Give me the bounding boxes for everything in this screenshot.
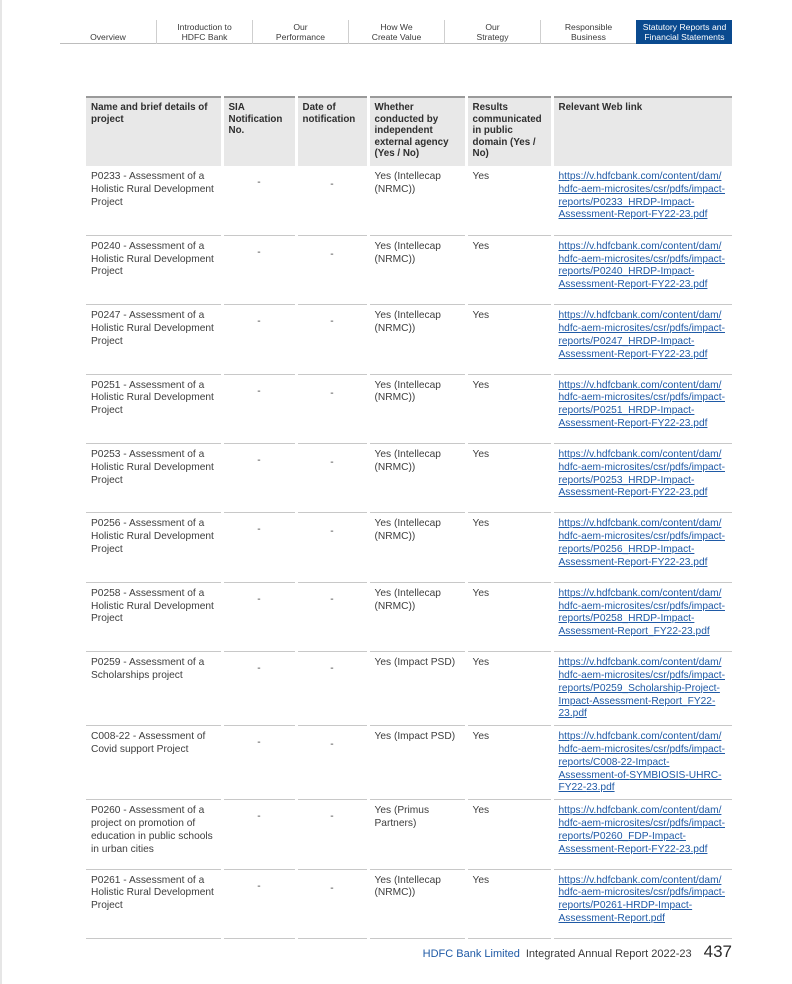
cell-project-name: C008-22 - Assessment of Covid support Project (86, 726, 222, 800)
cell-web-link[interactable] (552, 726, 732, 800)
cell-project-name: P0261 - Assessment of a Holistic Rural Development Project (86, 869, 222, 938)
cell-results: Yes (466, 800, 552, 869)
cell-results: Yes (466, 374, 552, 443)
cell-agency: Yes (Intellecap (NRMC)) (368, 582, 466, 651)
cell-results: Yes (466, 305, 552, 374)
cell-agency: Yes (Intellecap (NRMC)) (368, 444, 466, 513)
cell-results: Yes (466, 582, 552, 651)
cell-project-name: P0240 - Assessment of a Holistic Rural Development Project (86, 235, 222, 304)
table-row (86, 305, 732, 374)
web-link[interactable]: https://v.hdfcbank.com/content/dam/hdfc-aem-microsites/csr/pdfs/impact-reports/P0261-HRDP-Impact-Assessment-Report.pdf (558, 874, 725, 924)
nav-tab-strategy[interactable]: Our Strategy (444, 20, 540, 44)
footer-bank-name: HDFC Bank Limited (422, 948, 520, 960)
table-row (86, 582, 732, 651)
cell-web-link[interactable] (552, 869, 732, 938)
header-external-agency: Whether conducted by independent external agency (Yes / No) (368, 97, 466, 166)
cell-date: - (296, 374, 368, 443)
web-link[interactable]: https://v.hdfcbank.com/content/dam/hdfc-aem-microsites/csr/pdfs/impact-reports/P0247_HRDP-Impact-Assessment-Report-FY22-23.pdf (558, 310, 725, 360)
cell-project-name: P0247 - Assessment of a Holistic Rural Development Project (86, 305, 222, 374)
cell-web-link[interactable] (552, 166, 732, 235)
cell-project-name: P0256 - Assessment of a Holistic Rural Development Project (86, 513, 222, 582)
cell-sia: - (222, 869, 296, 938)
web-link[interactable]: https://v.hdfcbank.com/content/dam/hdfc-aem-microsites/csr/pdfs/impact-reports/P0260_FDP-Impact-Assessment-Report-FY22-23.pdf (558, 805, 725, 855)
cell-agency: Yes (Impact PSD) (368, 652, 466, 726)
page-footer (423, 942, 732, 962)
cell-date: - (296, 235, 368, 304)
table-row (86, 726, 732, 800)
section-navigation (60, 20, 732, 44)
web-link[interactable]: https://v.hdfcbank.com/content/dam/hdfc-aem-microsites/csr/pdfs/impact-reports/C008-22-Impact-Assessment-of-SYMBIOSIS-UHRC-FY22-23.pdf (558, 731, 725, 794)
table-row (86, 374, 732, 443)
web-link[interactable]: https://v.hdfcbank.com/content/dam/hdfc-aem-microsites/csr/pdfs/impact-reports/P0256_HRDP-Impact-Assessment-Report-FY22-23.pdf (558, 518, 725, 568)
web-link[interactable]: https://v.hdfcbank.com/content/dam/hdfc-aem-microsites/csr/pdfs/impact-reports/P0253_HRDP-Impact-Assessment-Report-FY22-23.pdf (558, 449, 725, 499)
table-row (86, 513, 732, 582)
cell-date: - (296, 305, 368, 374)
nav-tab-overview[interactable]: Overview (90, 32, 126, 42)
cell-results: Yes (466, 444, 552, 513)
header-date-notification: Date of notification (296, 97, 368, 166)
cell-date: - (296, 444, 368, 513)
cell-results: Yes (466, 235, 552, 304)
cell-date: - (296, 800, 368, 869)
cell-sia: - (222, 305, 296, 374)
web-link[interactable]: https://v.hdfcbank.com/content/dam/hdfc-aem-microsites/csr/pdfs/impact-reports/P0240_HRDP-Impact-Assessment-Report-FY22-23.pdf (558, 240, 725, 291)
cell-sia: - (222, 166, 296, 235)
cell-project-name: P0251 - Assessment of a Holistic Rural Development Project (86, 374, 222, 443)
cell-sia: - (222, 582, 296, 651)
cell-project-name: P0258 - Assessment of a Holistic Rural Development Project (86, 582, 222, 651)
cell-date: - (296, 726, 368, 800)
cell-agency: Yes (Impact PSD) (368, 726, 466, 800)
cell-agency: Yes (Intellecap (NRMC)) (368, 305, 466, 374)
cell-sia: - (222, 652, 296, 726)
header-web-link: Relevant Web link (552, 97, 732, 166)
cell-results: Yes (466, 513, 552, 582)
cell-web-link[interactable] (552, 444, 732, 513)
cell-date: - (296, 166, 368, 235)
footer-report-title: Integrated Annual Report 2022-23 (525, 948, 692, 960)
cell-sia: - (222, 800, 296, 869)
cell-project-name: P0259 - Assessment of a Scholarships project (86, 652, 222, 726)
cell-agency: Yes (Intellecap (NRMC)) (368, 166, 466, 235)
cell-results: Yes (466, 869, 552, 938)
table-row (86, 652, 732, 726)
cell-results: Yes (466, 726, 552, 800)
cell-project-name: P0233 - Assessment of a Holistic Rural Development Project (86, 166, 222, 235)
cell-sia: - (222, 374, 296, 443)
web-link[interactable]: https://v.hdfcbank.com/content/dam/hdfc-aem-microsites/csr/pdfs/impact-reports/P0259_Scholarship-Project-Impact-Assessment-Report_FY22-23.pdf (558, 657, 725, 720)
web-link[interactable]: https://v.hdfcbank.com/content/dam/hdfc-aem-microsites/csr/pdfs/impact-reports/P0233_HRDP-Impact-Assessment-Report-FY22-23.pdf (558, 170, 725, 221)
cell-project-name: P0260 - Assessment of a project on promotion of education in public schools in urban cities (86, 800, 222, 869)
cell-results: Yes (466, 652, 552, 726)
cell-project-name: P0253 - Assessment of a Holistic Rural Development Project (86, 444, 222, 513)
web-link[interactable]: https://v.hdfcbank.com/content/dam/hdfc-aem-microsites/csr/pdfs/impact-reports/P0251_HRDP-Impact-Assessment-Report-FY22-23.pdf (558, 379, 725, 430)
table-header-row (86, 97, 732, 166)
table-row (86, 800, 732, 869)
cell-agency: Yes (Primus Partners) (368, 800, 466, 869)
cell-agency: Yes (Intellecap (NRMC)) (368, 235, 466, 304)
page-number: 437 (703, 942, 732, 961)
cell-web-link[interactable] (552, 513, 732, 582)
table-row (86, 166, 732, 235)
cell-date: - (296, 513, 368, 582)
header-sia-notification: SIA Notification No. (222, 97, 296, 166)
cell-date: - (296, 582, 368, 651)
cell-web-link[interactable] (552, 652, 732, 726)
cell-web-link[interactable] (552, 800, 732, 869)
cell-web-link[interactable] (552, 374, 732, 443)
cell-date: - (296, 869, 368, 938)
nav-tab-responsible-business[interactable]: Responsible Business (540, 20, 636, 44)
cell-web-link[interactable] (552, 305, 732, 374)
table-row (86, 235, 732, 304)
table-row (86, 444, 732, 513)
cell-web-link[interactable] (552, 235, 732, 304)
cell-results: Yes (466, 166, 552, 235)
cell-agency: Yes (Intellecap (NRMC)) (368, 869, 466, 938)
header-results-communicated: Results communicated in public domain (Yes / No) (466, 97, 552, 166)
cell-sia: - (222, 235, 296, 304)
nav-tab-introduction[interactable]: Introduction to HDFC Bank (156, 20, 252, 44)
page-left-rule (0, 0, 2, 984)
header-project-name: Name and brief details of project (86, 97, 222, 166)
nav-tab-performance[interactable]: Our Performance (252, 20, 348, 44)
cell-agency: Yes (Intellecap (NRMC)) (368, 513, 466, 582)
cell-sia: - (222, 513, 296, 582)
table-row (86, 869, 732, 938)
web-link[interactable]: https://v.hdfcbank.com/content/dam/hdfc-aem-microsites/csr/pdfs/impact-reports/P0258_HRDP-Impact-Assessment-Report_FY22-23.pdf (558, 587, 725, 638)
impact-assessment-table (86, 96, 732, 939)
cell-agency: Yes (Intellecap (NRMC)) (368, 374, 466, 443)
cell-date: - (296, 652, 368, 726)
nav-tab-statutory-reports[interactable]: Statutory Reports and Financial Statements (636, 20, 732, 44)
cell-web-link[interactable] (552, 582, 732, 651)
cell-sia: - (222, 726, 296, 800)
nav-tab-create-value[interactable]: How We Create Value (348, 20, 444, 44)
cell-sia: - (222, 444, 296, 513)
